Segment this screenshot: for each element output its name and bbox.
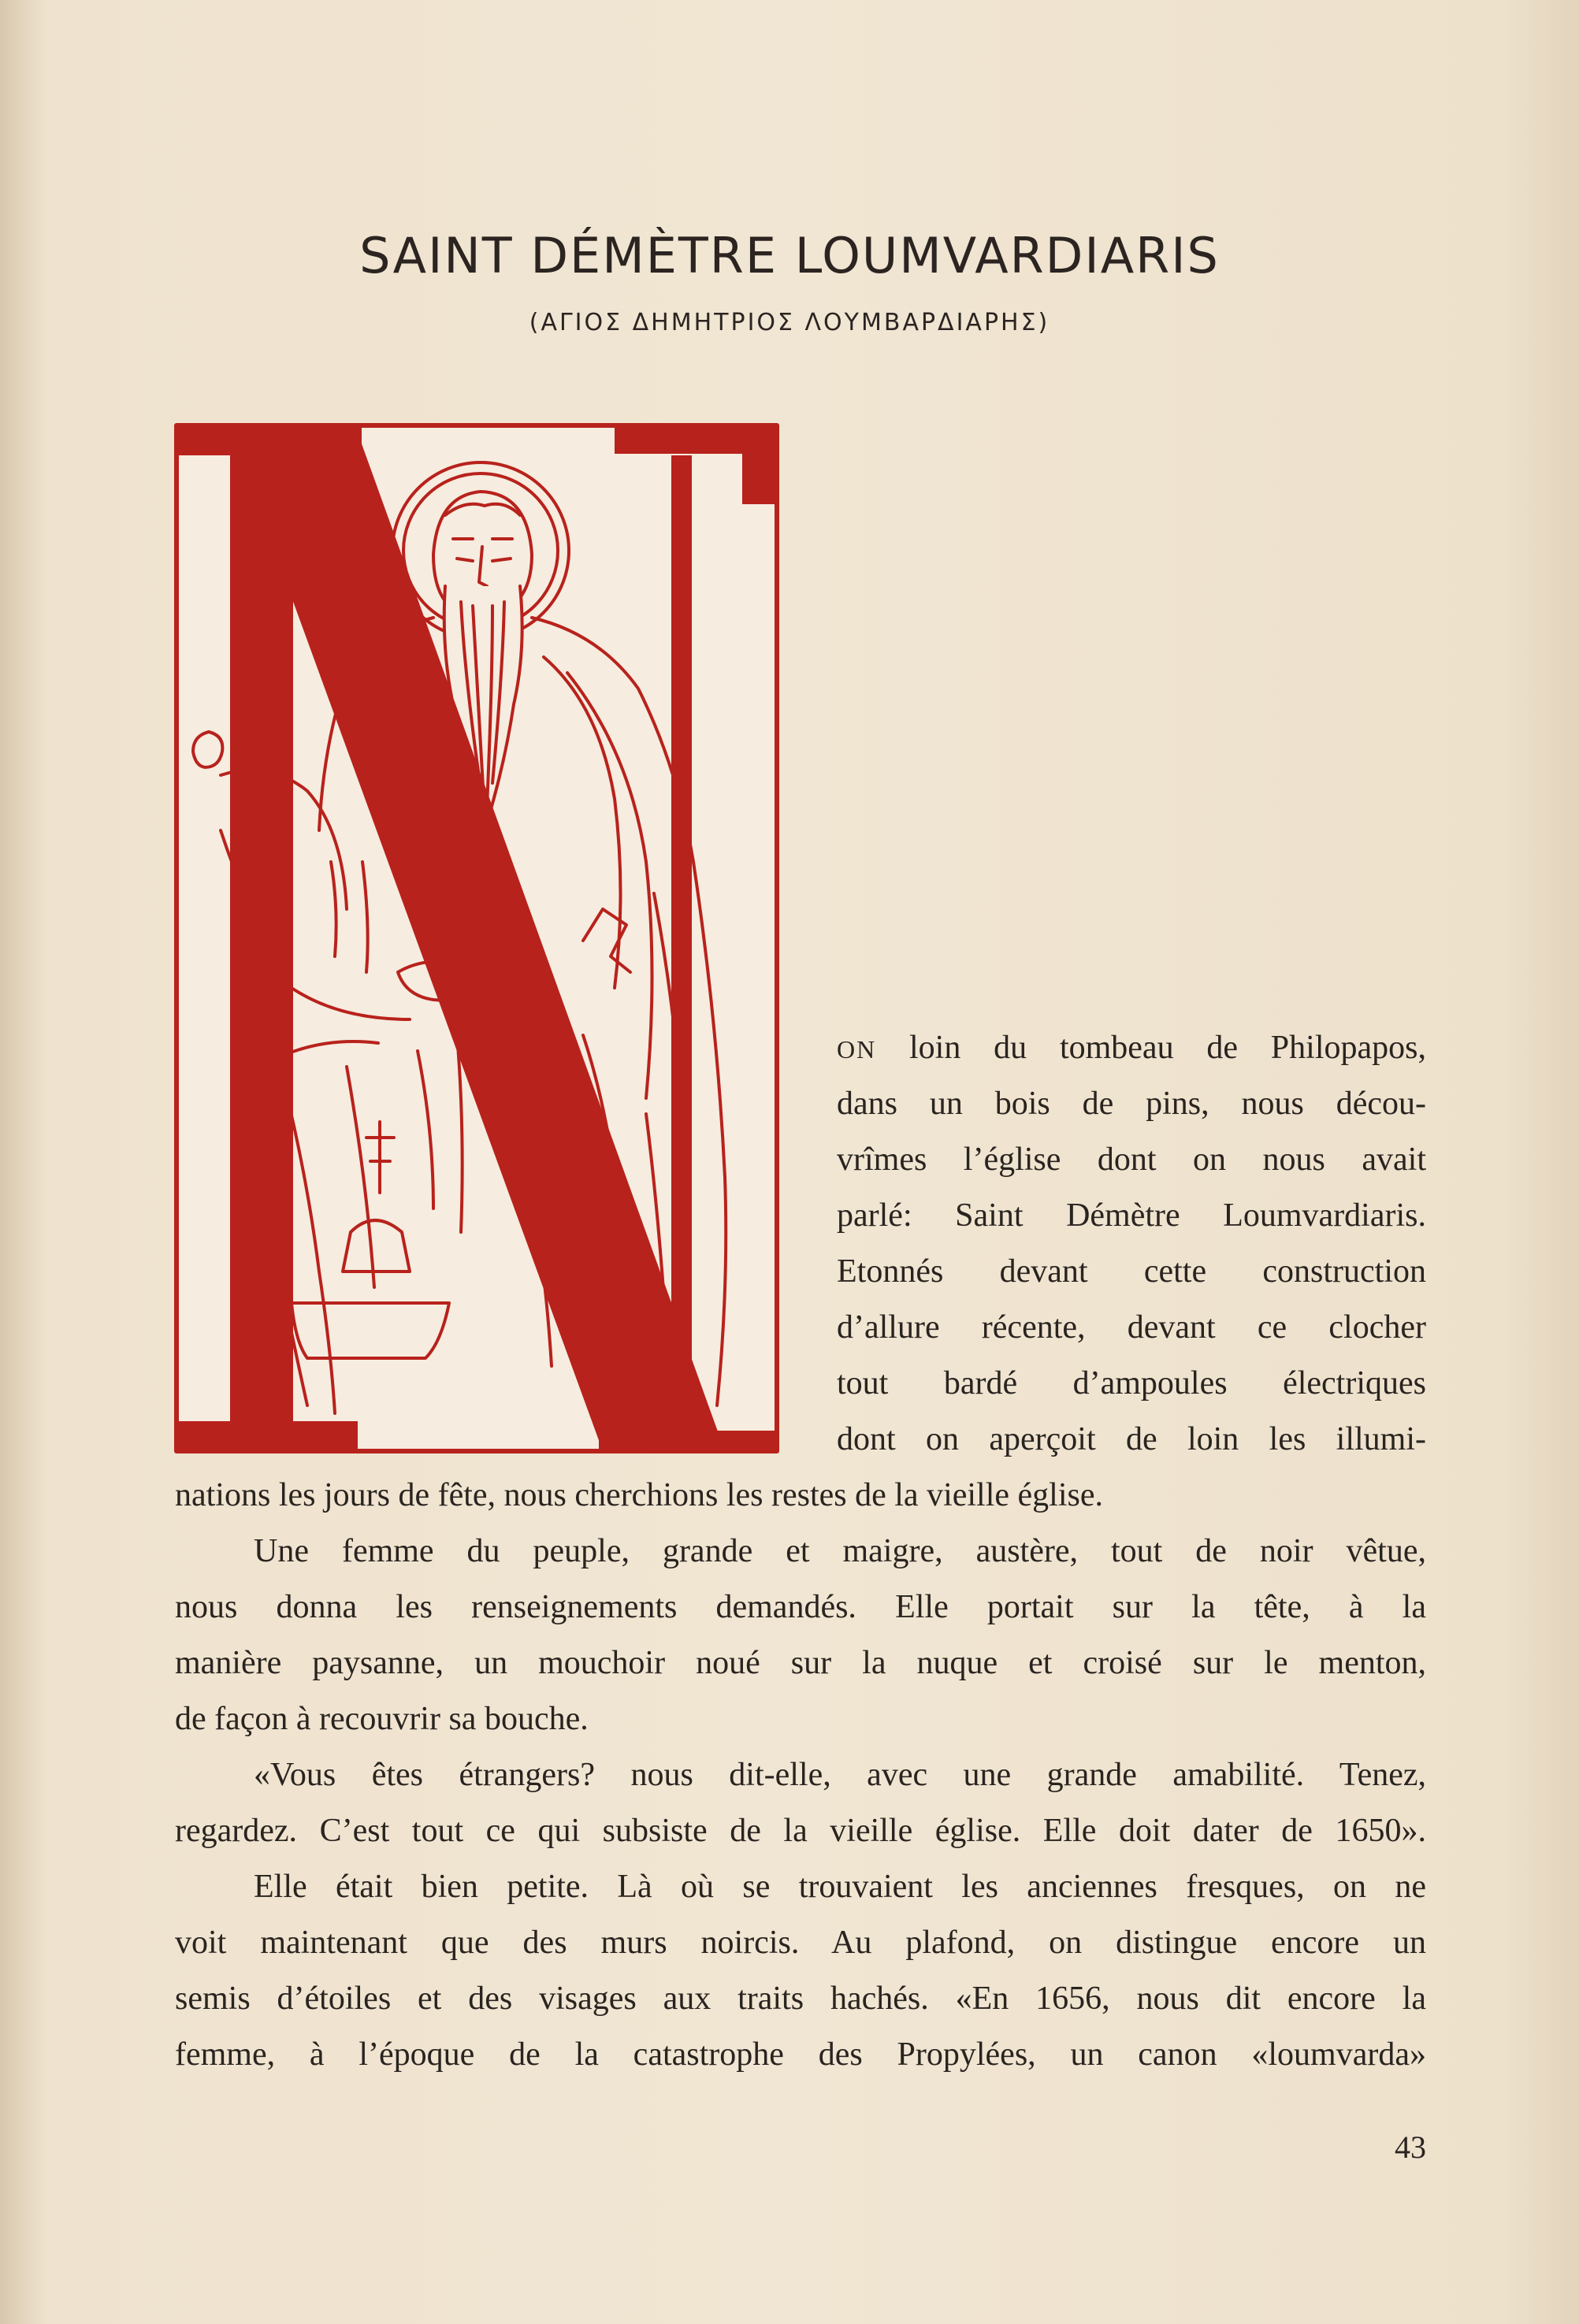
body-line-14: «Vous êtes étrangers? nous dit-elle, avec une grande amabilité. Tenez, <box>254 1757 1426 1793</box>
body-line-7: tout bardé d’ampoules électriques <box>837 1365 1426 1401</box>
body-line-15: regardez. C’est tout ce qui subsiste de la vieille église. Elle doit dater de 1650». <box>175 1813 1426 1849</box>
body-line-16: Elle était bien petite. Là où se trouvaient les anciennes fresques, on ne <box>254 1869 1426 1905</box>
body-line-6: d’allure récente, devant ce clocher <box>837 1309 1426 1346</box>
body-line-17: voit maintenant que des murs noircis. Au plafond, on distingue encore un <box>175 1925 1426 1961</box>
body-line-4: parlé: Saint Démètre Loumvardiaris. <box>837 1197 1426 1234</box>
page-number: 43 <box>1395 2129 1426 2165</box>
body-line-18: semis d’étoiles et des visages aux traits hachés. «En 1656, nous dit encore la <box>175 1981 1426 2017</box>
body-line-12: manière paysanne, un mouchoir noué sur la nuque et croisé sur le menton, <box>175 1645 1426 1681</box>
body-line-5: Etonnés devant cette construction <box>837 1253 1426 1290</box>
body-line-1: ON loin du tombeau de Philopapos, <box>837 1030 1426 1066</box>
body-line-13: de façon à recouvrir sa bouche. <box>175 1701 589 1737</box>
body-line-10: Une femme du peuple, grande et maigre, austère, tout de noir vêtue, <box>254 1533 1426 1569</box>
body-line-8: dont on aperçoit de loin les illumi- <box>837 1421 1426 1457</box>
chapter-subtitle-greek: (ΑΓΙΟΣ ΔΗΜΗΤΡΙΟΣ ΛΟΥΜΒΑΡΔΙΑΡΗΣ) <box>529 309 1050 336</box>
body-line-2: dans un bois de pins, nous décou- <box>837 1086 1426 1122</box>
drop-cap-continuation: ON <box>837 1035 877 1064</box>
body-line-11: nous donna les renseignements demandés. Elle portait sur la tête, à la <box>175 1589 1426 1625</box>
body-line-3: vrîmes l’église dont on nous avait <box>837 1142 1426 1178</box>
body-line-9: nations les jours de fête, nous cherchions les restes de la vieille église. <box>175 1477 1103 1513</box>
body-line-19: femme, à l’époque de la catastrophe des Propylées, un canon «loumvarda» <box>175 2036 1426 2073</box>
chapter-title: SAINT DÉMÈTRE LOUMVARDIARIS <box>359 227 1220 284</box>
woodcut-initial-n-illustration <box>173 421 780 1457</box>
